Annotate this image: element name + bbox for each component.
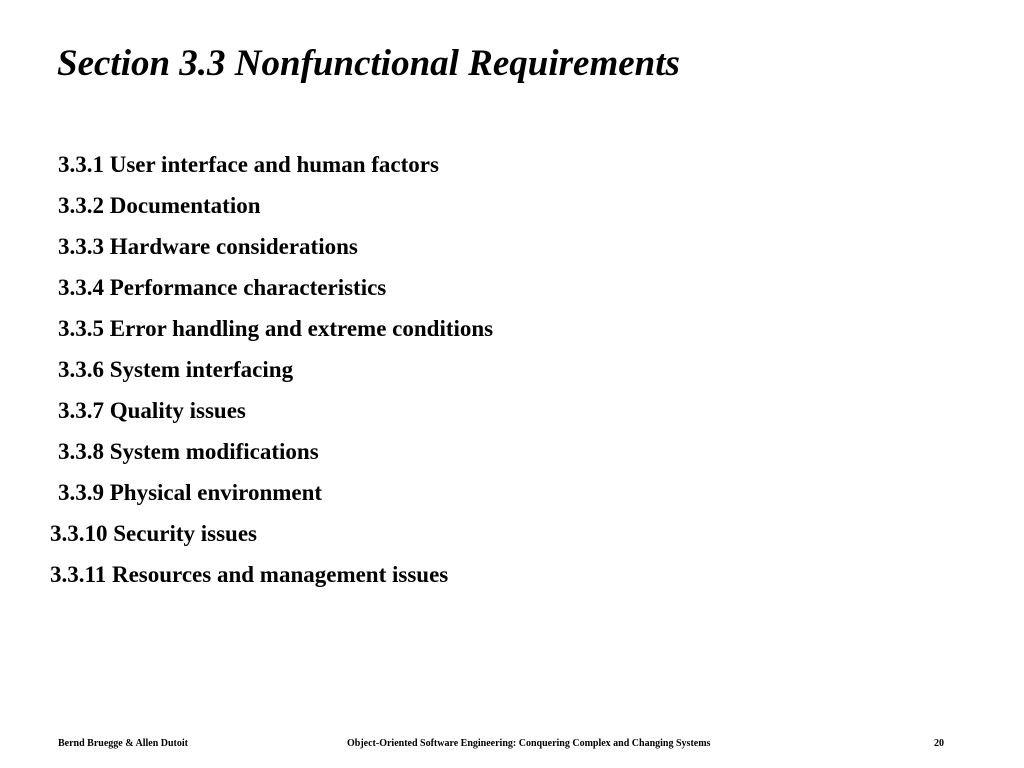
page-number: 20 <box>934 738 944 749</box>
footer-book-title: Object-Oriented Software Engineering: Conquering Complex and Changing Systems <box>347 738 711 749</box>
list-item: 3.3.2 Documentation <box>58 193 261 218</box>
list-item: 3.3.3 Hardware considerations <box>58 234 358 259</box>
list-item: 3.3.7 Quality issues <box>58 398 246 423</box>
section-list <box>0 147 493 598</box>
list-item: 3.3.8 System modifications <box>58 439 319 464</box>
list-item: 3.3.11 Resources and management issues <box>50 562 449 587</box>
slide-footer <box>0 736 1024 752</box>
list-item: 3.3.6 System interfacing <box>58 357 294 382</box>
footer-authors: Bernd Bruegge & Allen Dutoit <box>58 738 188 749</box>
list-item: 3.3.1 User interface and human factors <box>58 152 439 177</box>
slide-title: Section 3.3 Nonfunctional Requirements <box>57 43 680 84</box>
list-item: 3.3.5 Error handling and extreme conditions <box>58 316 494 341</box>
list-item: 3.3.9 Physical environment <box>58 480 323 505</box>
list-item: 3.3.10 Security issues <box>50 521 257 546</box>
list-item: 3.3.4 Performance characteristics <box>58 275 387 300</box>
